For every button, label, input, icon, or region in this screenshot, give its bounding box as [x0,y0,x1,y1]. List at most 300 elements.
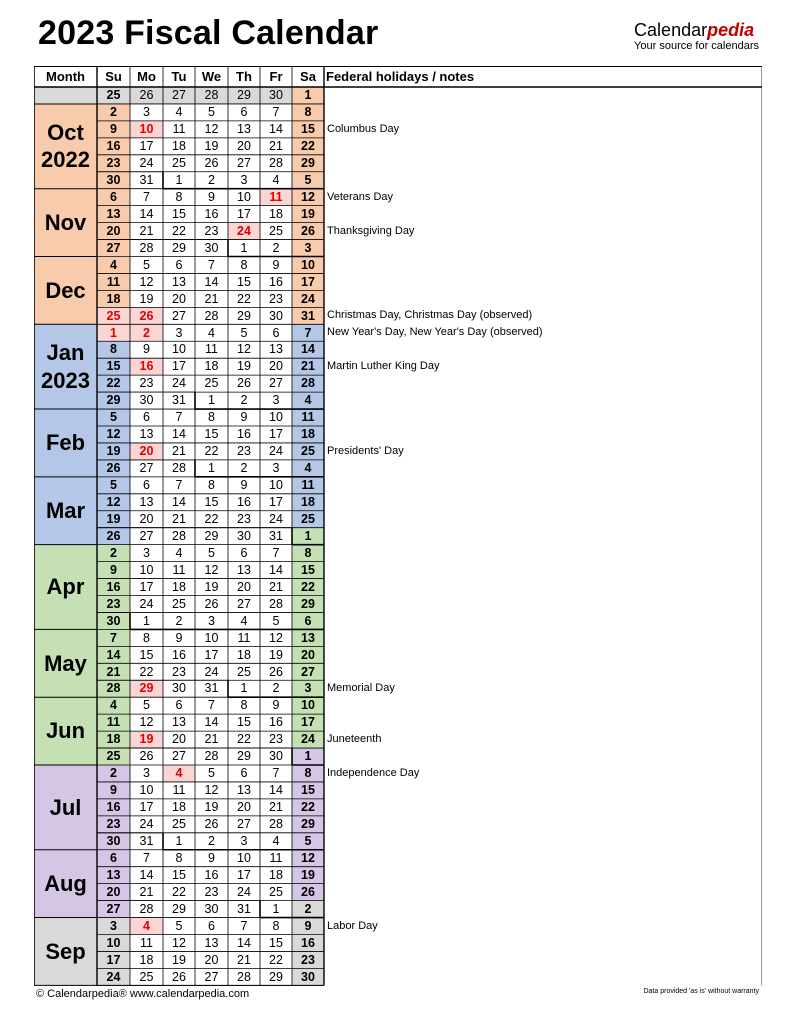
day-cell: 28 [172,528,186,543]
day-cell: 8 [292,545,324,562]
day-cell: 9 [97,562,130,579]
day-cell: 8 [97,341,130,358]
day-cell: 19 [172,952,186,967]
day-cell: 26 [130,87,163,104]
day-cell: 28 [97,680,130,697]
day-cell: 2 [292,901,324,918]
day-cell: 23 [292,951,324,968]
day-cell: 4 [175,545,183,560]
day-cell: 9 [272,698,280,713]
day-cell: 15 [172,867,186,882]
day-cell: 7 [175,478,183,493]
month-label-text: Jul [49,794,82,820]
holiday-note: Columbus Day [327,122,400,135]
day-cell: 8 [208,478,215,493]
day-cell: 19 [292,206,324,223]
day-cell: 20 [130,443,163,460]
day-cell: 23 [237,511,251,526]
day-cell: 10 [237,850,251,865]
day-cell: 13 [139,495,154,510]
day-cell: 23 [97,816,130,833]
day-cell: 6 [292,612,324,629]
day-cell: 28 [139,240,154,255]
day-cell: 23 [172,664,186,679]
day-cell: 4 [130,918,163,935]
day-cell: 2 [97,104,130,121]
month-label-text: Feb [45,430,86,456]
month-label-prev [34,87,97,104]
day-cell: 18 [292,494,324,511]
day-cell: 3 [143,766,150,781]
day-cell: 1 [292,528,324,545]
day-cell: 11 [172,783,186,798]
day-cell: 5 [175,918,183,933]
day-cell: 28 [292,375,324,392]
day-cell: 7 [97,629,130,646]
brand-logo [634,20,759,52]
day-cell: 10 [237,189,251,204]
day-cell: 25 [172,596,186,611]
day-cell: 2 [240,393,248,408]
day-cell: 24 [97,968,130,985]
month-label-aug [34,850,97,918]
day-cell: 12 [204,122,219,137]
day-cell: 15 [292,562,324,579]
month-label-text: 2022 [41,147,90,173]
day-cell: 22 [97,375,130,392]
day-cell: 27 [292,663,324,680]
day-cell: 7 [208,257,215,272]
day-cell: 18 [269,867,283,882]
day-cell: 4 [292,460,324,477]
day-cell: 26 [172,969,186,984]
day-cell: 1 [175,172,183,187]
day-cell: 5 [97,409,130,426]
day-cell: 22 [172,884,186,899]
day-cell: 22 [292,138,324,155]
day-cell: 19 [237,359,251,374]
day-cell: 26 [292,223,324,240]
footer-copyright: © Calendarpedia® www.calendarpedia.com [36,988,250,1000]
day-cell: 12 [237,342,251,357]
holiday-note: Presidents' Day [327,444,404,457]
brand-name-plain: Calendar [634,20,708,40]
day-cell: 13 [237,122,251,137]
month-label-text: Jan [46,340,85,366]
day-cell: 14 [269,562,283,577]
day-cell: 31 [237,901,251,916]
day-cell: 19 [292,867,324,884]
day-cell: 6 [143,478,150,493]
day-cell: 3 [143,545,150,560]
day-cell: 30 [269,749,283,764]
month-label-feb [34,409,97,477]
day-cell: 17 [172,359,186,374]
day-cell: 27 [172,308,186,323]
header-day-sa: Sa [300,69,316,84]
day-cell: 14 [97,646,130,663]
day-cell: 16 [130,358,163,375]
page-title: 2023 Fiscal Calendar [38,14,379,52]
day-cell: 2 [175,613,183,628]
day-cell: 9 [97,121,130,138]
day-cell: 24 [139,596,154,611]
day-cell: 21 [139,223,154,238]
month-label-text: Apr [46,574,85,600]
day-cell: 23 [269,732,283,747]
day-cell: 17 [97,951,130,968]
day-cell: 6 [240,766,248,781]
day-cell: 8 [208,410,215,425]
day-cell: 10 [292,257,324,274]
day-cell: 19 [97,511,130,528]
day-cell: 18 [269,206,283,221]
day-cell: 30 [260,87,292,104]
day-cell: 23 [237,444,251,459]
day-cell: 29 [292,596,324,613]
day-cell: 5 [240,325,248,340]
day-cell: 12 [97,426,130,443]
day-cell: 16 [97,138,130,155]
day-cell: 21 [172,444,186,459]
day-cell: 7 [208,698,215,713]
day-cell: 2 [97,765,130,782]
day-cell: 29 [269,969,283,984]
day-cell: 6 [272,325,280,340]
day-cell: 30 [292,968,324,985]
day-cell: 23 [97,155,130,172]
day-cell: 19 [130,731,163,748]
day-cell: 11 [97,273,130,290]
day-cell: 7 [143,850,150,865]
day-cell: 30 [97,612,130,629]
day-cell: 8 [240,257,248,272]
day-cell: 25 [172,156,186,171]
day-cell: 14 [172,495,186,510]
day-cell: 1 [143,613,150,628]
day-cell: 20 [237,139,251,154]
day-cell: 4 [240,613,248,628]
day-cell: 29 [204,528,219,543]
header-day-tu: Tu [171,69,187,84]
day-cell: 18 [172,579,186,594]
day-cell: 8 [292,765,324,782]
day-cell: 23 [269,291,283,306]
day-cell: 3 [143,105,150,120]
day-cell: 7 [175,410,183,425]
day-cell: 31 [204,681,219,696]
day-cell: 13 [139,427,154,442]
holiday-note: Juneteenth [327,733,382,746]
day-cell: 4 [175,105,183,120]
day-cell: 6 [240,545,248,560]
month-label-may [34,629,97,697]
day-cell: 8 [272,918,280,933]
day-cell: 21 [204,732,219,747]
day-cell: 6 [97,850,130,867]
day-cell: 22 [204,511,219,526]
day-cell: 19 [97,443,130,460]
day-cell: 29 [172,240,186,255]
day-cell: 25 [172,817,186,832]
month-label-jan [34,324,97,409]
day-cell: 28 [204,749,219,764]
day-cell: 7 [272,545,280,560]
day-cell: 17 [237,206,251,221]
day-cell: 31 [139,172,154,187]
day-cell: 6 [143,410,150,425]
day-cell: 20 [172,732,186,747]
day-cell: 7 [272,766,280,781]
day-cell: 28 [172,461,186,476]
day-cell: 21 [97,663,130,680]
day-cell: 23 [139,376,154,391]
day-cell: 16 [237,495,251,510]
day-cell: 31 [172,393,186,408]
day-cell: 27 [172,749,186,764]
day-cell: 26 [139,749,154,764]
day-cell: 15 [139,647,154,662]
day-cell: 14 [139,206,154,221]
day-cell: 18 [172,139,186,154]
day-cell: 21 [269,800,283,815]
day-cell: 1 [240,240,248,255]
day-cell: 18 [172,800,186,815]
day-cell: 27 [237,596,251,611]
day-cell: 11 [140,935,153,950]
day-cell: 31 [269,528,283,543]
day-cell: 31 [292,307,324,324]
day-cell: 11 [172,562,186,577]
day-cell: 8 [143,630,150,645]
day-cell: 28 [269,817,283,832]
day-cell: 1 [97,324,130,341]
month-label-text: May [44,650,87,676]
header-day-su: Su [105,69,122,84]
day-cell: 1 [292,87,324,104]
day-cell: 27 [139,528,154,543]
day-cell: 25 [97,748,130,765]
day-cell: 27 [204,969,219,984]
day-cell: 14 [172,427,186,442]
day-cell: 17 [269,427,283,442]
day-cell: 28 [237,969,251,984]
day-cell: 12 [292,189,324,206]
day-cell: 17 [204,647,219,662]
day-cell: 21 [269,579,283,594]
day-cell: 17 [139,139,154,154]
day-cell: 30 [204,901,219,916]
day-cell: 20 [172,291,186,306]
footer-disclaimer: Data provided 'as is' without warranty [643,988,759,995]
day-cell: 26 [237,376,251,391]
day-cell: 30 [237,528,251,543]
header-month: Month [46,69,85,84]
month-label-text: Nov [44,209,87,235]
day-cell: 18 [204,359,219,374]
day-cell: 3 [272,461,280,476]
day-cell: 17 [292,714,324,731]
day-cell: 16 [237,427,251,442]
day-cell: 22 [139,664,154,679]
day-cell: 16 [97,799,130,816]
day-cell: 27 [97,901,130,918]
day-cell: 14 [237,935,251,950]
day-cell: 30 [269,308,283,323]
holiday-note: Martin Luther King Day [327,360,440,373]
day-cell: 1 [175,834,183,849]
day-cell: 19 [204,139,219,154]
day-cell: 6 [208,918,215,933]
day-cell: 15 [204,427,219,442]
day-cell: 24 [139,817,154,832]
day-cell: 13 [237,783,251,798]
day-cell: 24 [269,444,283,459]
day-cell: 4 [292,392,324,409]
day-cell: 9 [175,630,183,645]
day-cell: 5 [208,105,215,120]
month-label-text: Sep [45,938,86,964]
day-cell: 27 [97,240,130,257]
day-cell: 29 [130,680,163,697]
month-label-text: 2023 [41,367,90,393]
day-cell: 24 [172,376,186,391]
day-cell: 10 [172,342,186,357]
day-cell: 8 [240,698,248,713]
day-cell: 26 [269,664,283,679]
day-cell: 18 [237,647,251,662]
day-cell: 5 [208,766,215,781]
day-cell: 15 [269,935,283,950]
month-label-jul [34,765,97,850]
day-cell: 10 [139,783,154,798]
day-cell: 16 [172,647,186,662]
day-cell: 15 [204,495,219,510]
month-label-text: Aug [44,870,87,896]
day-cell: 24 [292,731,324,748]
day-cell: 3 [175,325,183,340]
day-cell: 19 [204,579,219,594]
day-cell: 28 [139,901,154,916]
holiday-note: Christmas Day, Christmas Day (observed) [327,309,533,322]
day-cell: 26 [130,307,163,324]
day-cell: 20 [139,511,154,526]
day-cell: 13 [172,715,186,730]
header-notes: Federal holidays / notes [326,69,475,84]
day-cell: 21 [204,291,219,306]
day-cell: 22 [292,579,324,596]
day-cell: 22 [237,732,251,747]
day-cell: 11 [292,477,324,494]
day-cell: 2 [208,834,215,849]
day-cell: 9 [240,410,248,425]
brand-name [634,20,759,40]
day-cell: 16 [292,935,324,952]
day-cell: 3 [292,680,324,697]
day-cell: 2 [272,240,280,255]
day-cell: 14 [204,274,219,289]
month-label-mar [34,477,97,545]
day-cell: 5 [143,257,150,272]
day-cell: 20 [97,884,130,901]
day-cell: 12 [139,715,154,730]
month-label-jun [34,697,97,765]
day-cell: 6 [97,189,130,206]
day-cell: 20 [204,952,219,967]
day-cell: 16 [204,206,219,221]
day-cell: 5 [272,613,280,628]
day-cell: 29 [172,901,186,916]
day-cell: 8 [292,104,324,121]
day-cell: 4 [97,257,130,274]
day-cell: 3 [272,393,280,408]
day-cell: 5 [208,545,215,560]
day-cell: 8 [175,850,183,865]
day-cell: 6 [175,257,183,272]
day-cell: 15 [237,274,251,289]
day-cell: 13 [97,206,130,223]
day-cell: 22 [172,223,186,238]
header-day-we: We [201,69,222,84]
day-cell: 26 [292,884,324,901]
day-cell: 9 [240,478,248,493]
day-cell: 15 [292,121,324,138]
day-cell: 25 [269,884,283,899]
day-cell: 9 [208,850,215,865]
day-cell: 22 [237,291,251,306]
day-cell: 23 [204,223,219,238]
day-cell: 27 [237,156,251,171]
day-cell: 4 [163,765,195,782]
day-cell: 4 [272,172,280,187]
day-cell: 11 [205,342,218,357]
day-cell: 29 [237,308,251,323]
day-cell: 5 [97,477,130,494]
day-cell: 20 [237,579,251,594]
day-cell: 14 [139,867,154,882]
day-cell: 1 [240,681,248,696]
day-cell: 16 [204,867,219,882]
day-cell: 18 [139,952,154,967]
day-cell: 22 [292,799,324,816]
day-cell: 30 [172,681,186,696]
day-cell: 26 [97,528,130,545]
day-cell: 11 [269,850,283,865]
day-cell: 11 [292,409,324,426]
day-cell: 22 [204,444,219,459]
day-cell: 20 [269,359,283,374]
day-cell: 7 [272,105,280,120]
day-cell: 3 [240,834,248,849]
day-cell: 21 [139,884,154,899]
day-cell: 9 [272,257,280,272]
day-cell: 4 [97,697,130,714]
day-cell: 12 [139,274,154,289]
header-day-fr: Fr [269,69,283,84]
day-cell: 30 [97,833,130,850]
day-cell: 5 [143,698,150,713]
day-cell: 12 [204,562,219,577]
day-cell: 9 [292,918,324,935]
holiday-note: Veterans Day [327,190,394,203]
day-cell: 13 [237,562,251,577]
day-cell: 26 [204,156,219,171]
day-cell: 19 [204,800,219,815]
day-cell: 30 [139,393,154,408]
day-cell: 29 [228,87,260,104]
day-cell: 2 [208,172,215,187]
day-cell: 3 [208,613,215,628]
